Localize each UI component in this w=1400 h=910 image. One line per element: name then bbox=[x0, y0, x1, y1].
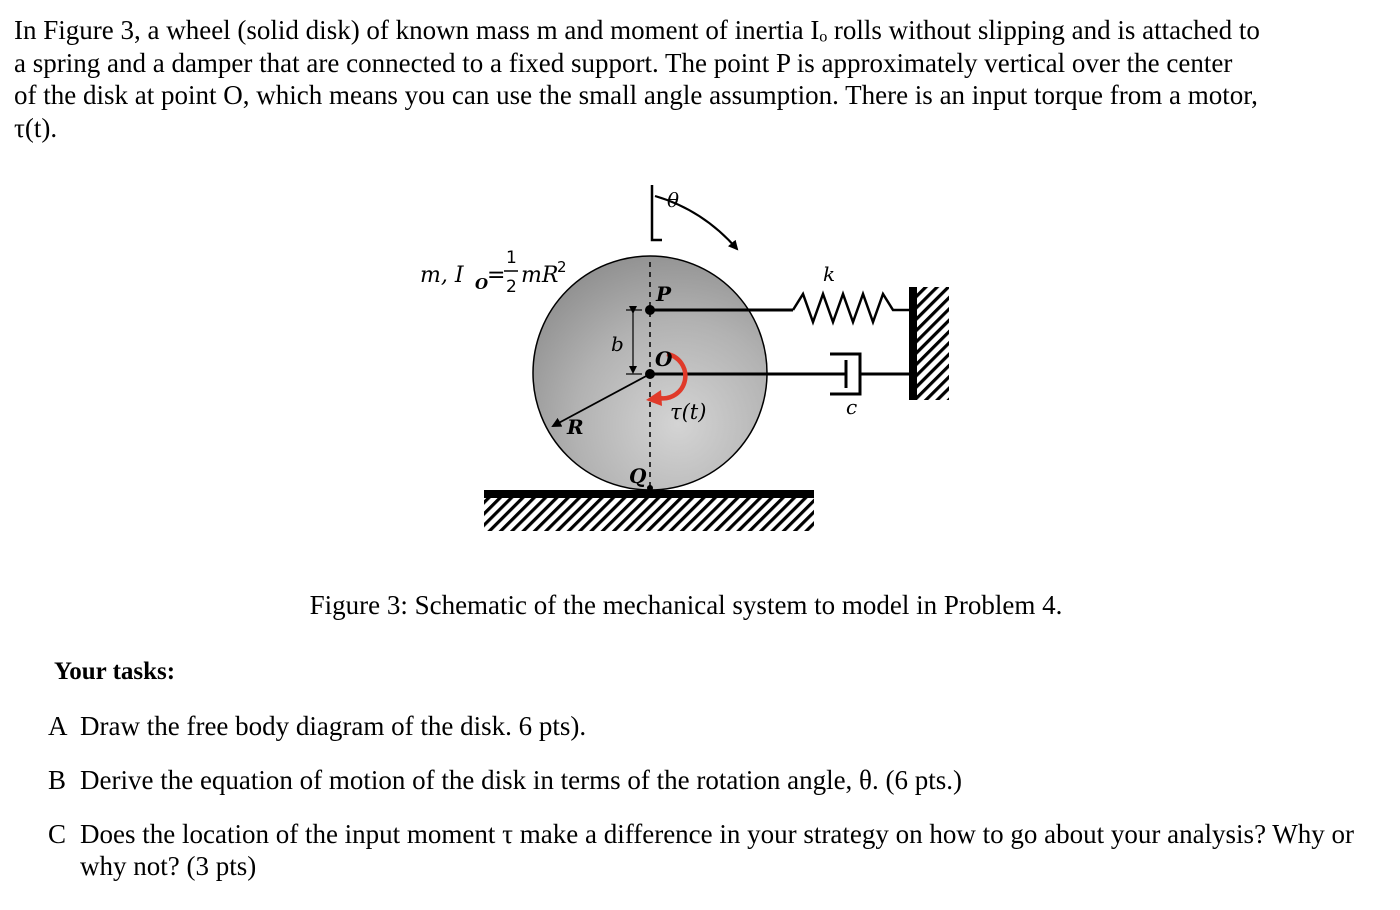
task-C-text: Does the location of the input moment τ make a difference in your strategy on how to go about your analysis? Why or why not? (3 pts) bbox=[80, 819, 1355, 881]
task-A-letter: A bbox=[48, 711, 68, 741]
point-P-label: P bbox=[656, 282, 672, 306]
intro-line-2: a spring and a damper that are connected to a fixed support. The point P is approximately vertical over the center bbox=[14, 47, 1233, 78]
ground bbox=[484, 490, 814, 531]
point-O-label: O bbox=[655, 347, 673, 371]
tasks-heading: Your tasks: bbox=[54, 658, 176, 685]
task-B-text: Derive the equation of motion of the disk in terms of the rotation angle, θ. (6 pts.) bbox=[80, 765, 962, 795]
inertia-expression: mR bbox=[521, 263, 559, 288]
equals-sign: = bbox=[487, 263, 506, 288]
radius-R-label: R bbox=[567, 415, 584, 439]
task-C-letter: C bbox=[48, 819, 67, 849]
torque-label: τ(t) bbox=[670, 400, 707, 424]
theta-label: θ bbox=[667, 188, 680, 212]
inertia-exponent: 2 bbox=[557, 258, 567, 276]
damper-c-label: c bbox=[846, 395, 858, 419]
intro-line-3: of the disk at point O, which means you can use the small angle assumption. There is an input torque from a motor, bbox=[14, 80, 1258, 110]
fraction-denominator: 2 bbox=[506, 277, 517, 297]
task-A-text: Draw the free body diagram of the disk. 6 pts). bbox=[80, 711, 587, 741]
task-C bbox=[48, 818, 1370, 882]
dimension-b-label: b bbox=[611, 332, 624, 356]
intro-line-1: In Figure 3, a wheel (solid disk) of known mass m and moment of inertia Iₒ rolls without slipping and is attached to bbox=[14, 15, 1260, 45]
problem-statement bbox=[14, 14, 1364, 144]
task-B-letter: B bbox=[48, 765, 67, 795]
mechanical-system-figure bbox=[0, 170, 1400, 580]
fraction-numerator: 1 bbox=[506, 248, 517, 268]
point-Q-label: Q bbox=[629, 464, 647, 488]
fixed-support-wall bbox=[909, 287, 949, 400]
point-P-dot bbox=[645, 305, 655, 315]
point-Q-dot bbox=[647, 485, 653, 491]
mass-inertia-label: m, I bbox=[420, 263, 464, 288]
spring-k-label: k bbox=[823, 262, 836, 286]
theta-indicator bbox=[652, 185, 737, 249]
intro-line-4: τ(t). bbox=[14, 112, 58, 143]
spring bbox=[793, 294, 909, 322]
task-A bbox=[48, 710, 1370, 742]
task-B bbox=[48, 764, 1370, 796]
mass-inertia-subscript: O bbox=[475, 275, 489, 293]
figure-caption: Figure 3: Schematic of the mechanical system to model in Problem 4. bbox=[309, 590, 1063, 620]
